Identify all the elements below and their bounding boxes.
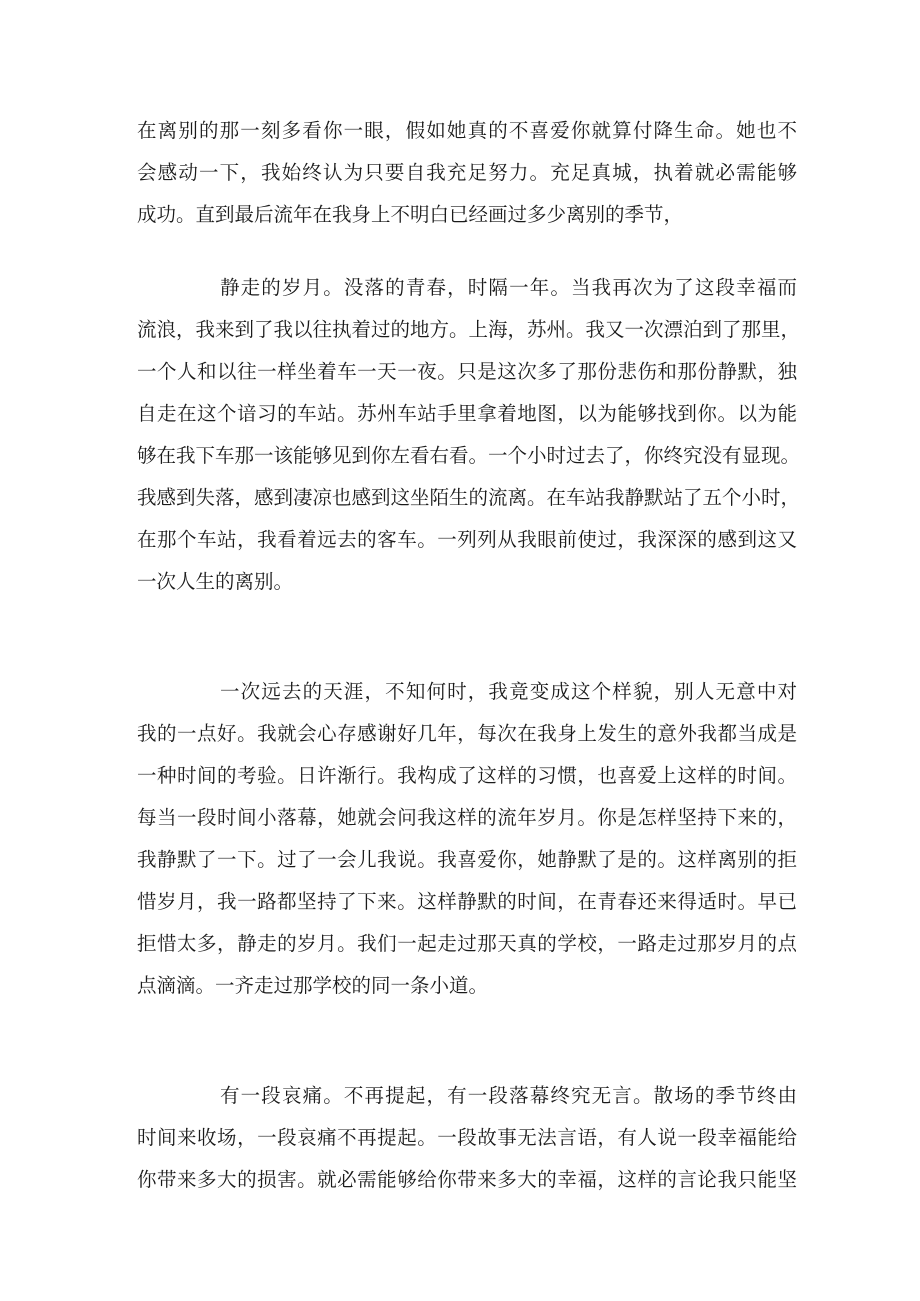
text-line: 一次人生的离别。 bbox=[137, 570, 294, 593]
paragraph-3 bbox=[137, 671, 797, 1007]
text-line: 成功。直到最后流年在我身上不明白已经画过多少离别的季节， bbox=[137, 203, 684, 226]
paragraph-1 bbox=[137, 110, 797, 236]
text-line: 点滴滴。一齐走过那学校的同一条小道。 bbox=[137, 974, 489, 997]
text-line: 每当一段时间小落幕，她就会问我这样的流年岁月。你是怎样坚持下来的， bbox=[137, 806, 797, 829]
text-line: 一个人和以往一样坐着车一天一夜。只是这次多了那份悲伤和那份静默，独 bbox=[137, 360, 797, 383]
text-line: 你带来多大的损害。就必需能够给你带来多大的幸福，这样的言论我只能坚 bbox=[137, 1168, 797, 1191]
text-line: 够在我下车那一该能够见到你左看右看。一个小时过去了，你终究没有显现。 bbox=[137, 444, 801, 467]
text-line: 一次远去的天涯，不知何时，我竟变成这个样貌，别人无意中对 bbox=[220, 680, 797, 703]
text-line: 流浪，我来到了我以往执着过的地方。上海，苏州。我又一次漂泊到了那里， bbox=[137, 318, 801, 341]
text-line: 在那个车站，我看着远去的客车。一列列从我眼前使过，我深深的感到这又 bbox=[137, 528, 797, 551]
text-line: 会感动一下，我始终认为只要自我充足努力。充足真城，执着就必需能够 bbox=[137, 161, 797, 184]
text-line: 在离别的那一刻多看你一眼，假如她真的不喜爱你就算付降生命。她也不 bbox=[137, 119, 797, 142]
text-line: 一种时间的考验。日许渐行。我构成了这样的习惯，也喜爱上这样的时间。 bbox=[137, 764, 797, 787]
text-line: 我感到失落，感到凄凉也感到这坐陌生的流离。在车站我静默站了五个小时， bbox=[137, 486, 801, 509]
text-line: 有一段哀痛。不再提起，有一段落幕终究无言。散场的季节终由 bbox=[220, 1084, 797, 1107]
text-line: 自走在这个谙习的车站。苏州车站手里拿着地图，以为能够找到你。以为能 bbox=[137, 402, 797, 425]
text-line: 静走的岁月。没落的青春，时隔一年。当我再次为了这段幸福而 bbox=[220, 276, 797, 299]
paragraph-2 bbox=[137, 267, 801, 603]
text-line: 我的一点好。我就会心存感谢好几年，每次在我身上发生的意外我都当成是 bbox=[137, 722, 797, 745]
text-line: 惜岁月，我一路都坚持了下来。这样静默的时间，在青春还来得适时。早已 bbox=[137, 890, 797, 913]
text-line: 时间来收场，一段哀痛不再提起。一段故事无法言语，有人说一段幸福能给 bbox=[137, 1126, 797, 1149]
paragraph-4 bbox=[137, 1075, 797, 1201]
text-line: 拒惜太多，静走的岁月。我们一起走过那天真的学校，一路走过那岁月的点 bbox=[137, 932, 797, 955]
text-line: 我静默了一下。过了一会儿我说。我喜爱你，她静默了是的。这样离别的拒 bbox=[137, 848, 797, 871]
